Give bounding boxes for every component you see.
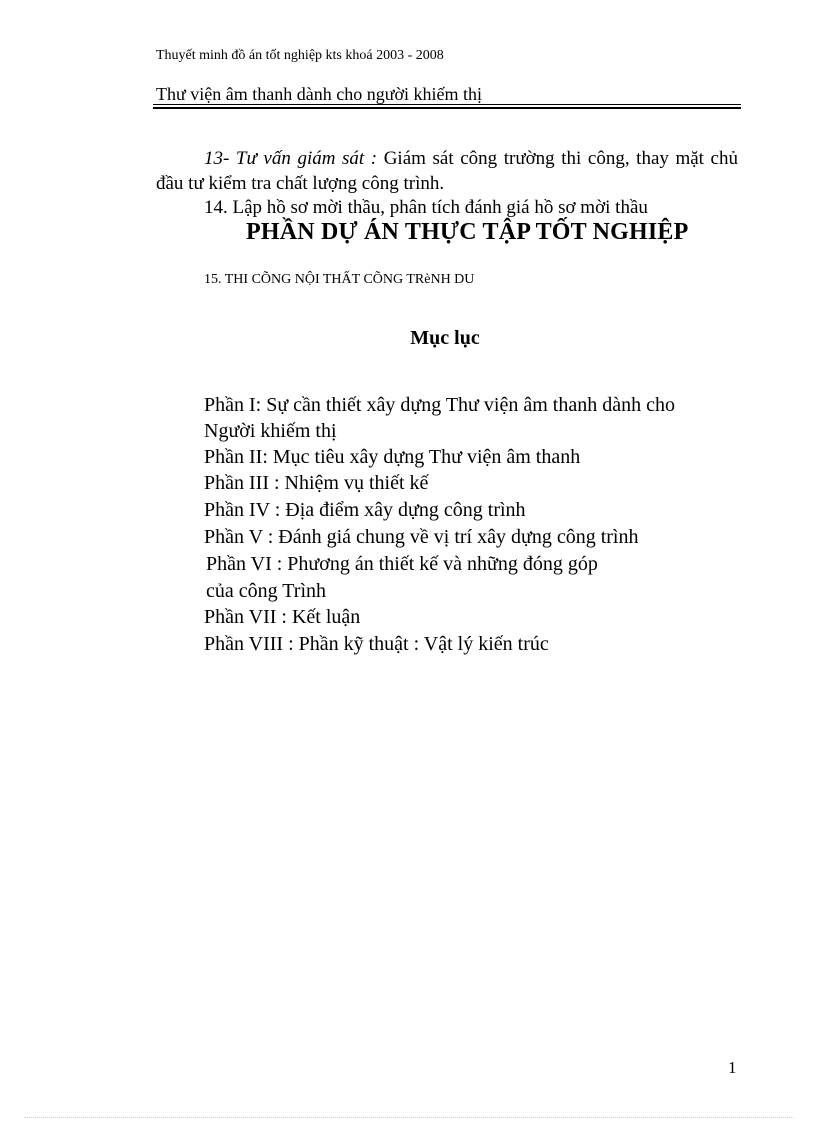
toc-item: Người khiếm thị (204, 420, 337, 442)
page-number: 1 (728, 1058, 737, 1077)
header-project-title: Thuyết minh đồ án tốt nghiệp kts khoá 2003 - 2008 (156, 48, 444, 63)
item-14-paragraph: 14. Lập hồ sơ mời thầu, phân tích đánh giá hồ sơ mời thầu (204, 197, 648, 218)
item-15-line: 15. THI CÕNG NỘI THẤT CÕNG TRèNH DU (204, 272, 475, 287)
toc-item: của công Trình (206, 580, 326, 602)
toc-heading: Mục lục (410, 327, 480, 349)
header-subject-title: Thư viện âm thanh dành cho người khiếm thị (156, 84, 482, 104)
item-13-paragraph (156, 146, 738, 196)
section-title: PHẦN DỰ ÁN THỰC TẬP TỐT NGHIỆP (246, 219, 689, 245)
toc-item: Phần I: Sự cần thiết xây dựng Thư viện âm thanh dành cho (204, 394, 675, 416)
toc-item: Phần IV : Địa điểm xây dựng công trình (204, 499, 526, 521)
toc-item: Phần V : Đánh giá chung về vị trí xây dựng công trình (204, 526, 639, 548)
item-13-text: Giám sát công trường thi công, thay mặt chủ đầu tư kiểm tra chất lượng công trình. (156, 148, 738, 194)
toc-item: Phần VII : Kết luận (204, 606, 361, 628)
toc-item: Phần II: Mục tiêu xây dựng Thư viện âm thanh (204, 446, 581, 468)
header-divider (153, 104, 741, 109)
toc-item: Phần III : Nhiệm vụ thiết kế (204, 472, 429, 494)
page-bottom-edge (24, 1117, 794, 1119)
toc-item: Phần VI : Phương án thiết kế và những đóng góp (206, 553, 598, 575)
item-13-lead: 13- Tư vấn giám sát : (204, 148, 378, 169)
toc-item: Phần VIII : Phần kỹ thuật : Vật lý kiến trúc (204, 633, 549, 655)
